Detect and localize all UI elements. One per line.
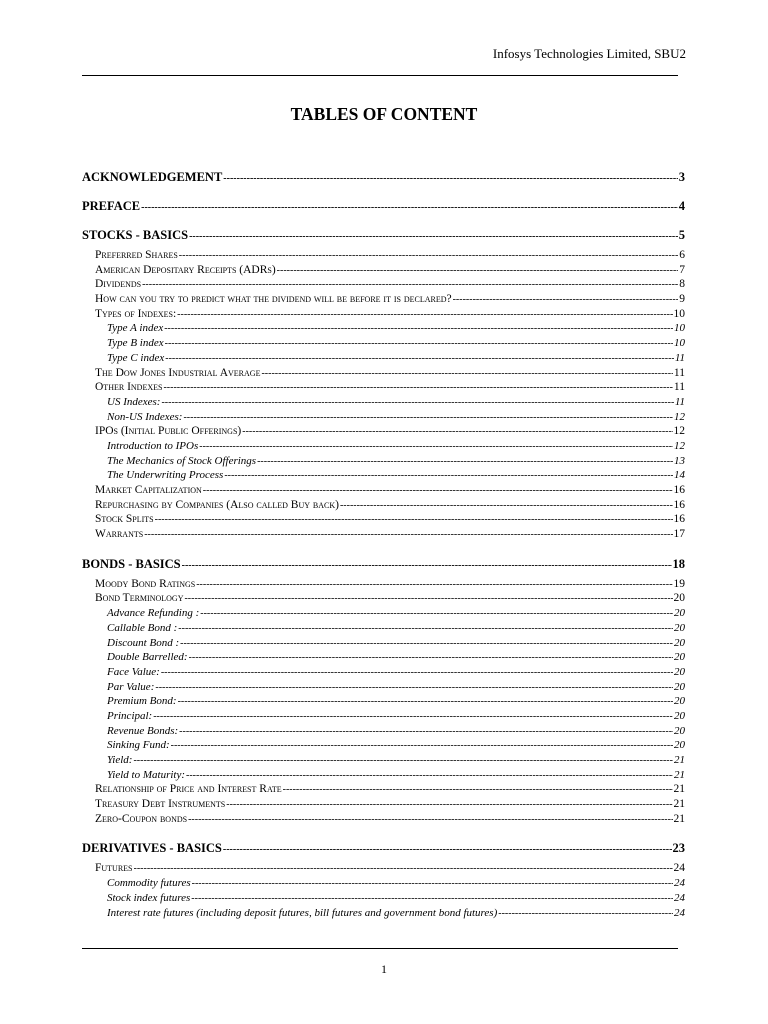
dot-leader: [224, 470, 673, 481]
toc-subentry[interactable]: [82, 651, 685, 666]
toc-entry[interactable]: [82, 578, 685, 593]
dot-leader: [498, 908, 673, 919]
toc-entry-page: 24: [673, 862, 685, 875]
toc-subentry[interactable]: [82, 411, 685, 426]
toc-entry-page: 3: [678, 170, 685, 184]
toc-entry[interactable]: [82, 513, 685, 528]
page-title: TABLES OF CONTENT: [290, 104, 478, 124]
toc-entry-label: Stock Splits: [95, 513, 154, 526]
dot-leader: [155, 514, 673, 525]
toc-entry-page: 16: [673, 513, 685, 526]
dot-leader: [199, 441, 673, 452]
toc-section-entry[interactable]: [82, 199, 685, 214]
toc-entry[interactable]: [82, 308, 685, 323]
toc-entry-page: 21: [673, 812, 685, 825]
dot-leader: [165, 338, 673, 349]
toc-entry-page: 16: [673, 498, 685, 511]
toc-entry-label: Other Indexes: [95, 381, 163, 394]
dot-leader: [161, 397, 673, 408]
dot-leader: [191, 893, 673, 904]
dot-leader: [177, 309, 672, 320]
toc-entry-page: 17: [673, 528, 685, 541]
dot-leader: [277, 265, 679, 276]
toc-subentry[interactable]: [82, 440, 685, 455]
toc-entry-label: Sinking Fund:: [107, 739, 170, 752]
toc-entry-label: Double Barrelled:: [107, 651, 188, 664]
toc-entry-page: 21: [674, 754, 685, 766]
toc-subentry[interactable]: [82, 681, 685, 696]
toc-entry[interactable]: [82, 264, 685, 279]
dot-leader: [180, 638, 673, 649]
toc-entry-page: 11: [674, 351, 685, 364]
toc-entry-page: 20: [674, 695, 685, 708]
toc-entry-label: Commodity futures: [107, 877, 191, 890]
toc-entry[interactable]: [82, 528, 685, 543]
dot-leader: [171, 740, 673, 751]
toc-entry-label: US Indexes:: [107, 395, 161, 408]
toc-entry-label: Dividends: [95, 278, 142, 291]
toc-entry-page: 18: [672, 556, 685, 571]
toc-subentry[interactable]: [82, 352, 685, 367]
dot-leader: [242, 426, 672, 437]
dot-leader: [192, 878, 673, 889]
toc-entry-label: BONDS - BASICS: [82, 556, 181, 571]
toc-subentry[interactable]: [82, 637, 685, 652]
toc-entry[interactable]: [82, 499, 685, 514]
dot-leader: [257, 456, 673, 467]
dot-leader: [189, 652, 673, 663]
dot-leader: [196, 579, 672, 590]
toc-entry-page: 6: [679, 249, 685, 261]
toc-entry-label: Type B index: [107, 337, 164, 350]
toc-entry-page: 20: [674, 665, 685, 678]
toc-entry-label: Types of Indexes:: [95, 307, 177, 320]
toc-entry-label: Interest rate futures (including deposit futures, bill futures and government bond futures): [107, 906, 498, 919]
toc-subentry[interactable]: [82, 337, 685, 352]
dot-leader: [188, 814, 672, 825]
toc-entry-page: 19: [673, 577, 685, 590]
toc-section-entry[interactable]: [82, 841, 685, 856]
dot-leader: [203, 485, 673, 496]
toc-subentry[interactable]: [82, 666, 685, 681]
toc-entry-page: 11: [673, 366, 685, 379]
toc-entry-label: Discount Bond :: [107, 636, 180, 649]
toc-entry-page: 21: [673, 798, 685, 811]
toc-entry-label: STOCKS - BASICS: [82, 228, 189, 242]
toc-entry[interactable]: [82, 278, 685, 293]
toc-section-entry[interactable]: [82, 228, 685, 243]
toc-entry-label: DERIVATIVES - BASICS: [82, 841, 222, 856]
toc-entry-page: 20: [674, 651, 685, 664]
dot-leader: [161, 667, 673, 678]
toc-entry-label: Non-US Indexes:: [107, 410, 183, 423]
toc-section-entry[interactable]: [82, 170, 685, 185]
toc-entry-page: 10: [674, 322, 685, 335]
toc-subentry[interactable]: [82, 877, 685, 892]
toc-entry-label: Repurchasing by Companies (Also called Buy back): [95, 498, 339, 511]
toc-entry-label: Yield to Maturity:: [107, 768, 186, 781]
toc-entry-page: 21: [673, 783, 685, 796]
toc-entry-label: Preferred Shares: [95, 249, 178, 261]
toc-entry-page: 24: [674, 877, 685, 890]
toc-entry-page: 7: [679, 263, 685, 276]
dot-leader: [178, 696, 673, 707]
toc-entry-page: 13: [674, 454, 685, 467]
toc-entry-page: 20: [674, 739, 685, 752]
toc-subentry[interactable]: [82, 754, 685, 769]
toc-entry-page: 8: [679, 278, 685, 291]
toc-entry-label: Zero-Coupon bonds: [95, 812, 188, 825]
toc-section-entry[interactable]: [82, 557, 685, 572]
dot-leader: [223, 844, 672, 855]
dot-leader: [155, 682, 673, 693]
toc-entry-page: 10: [673, 307, 685, 320]
dot-leader: [164, 323, 673, 334]
toc-entry-page: 20: [674, 680, 685, 693]
toc-subentry[interactable]: [82, 469, 685, 484]
toc-entry-page: 24: [674, 906, 685, 919]
dot-leader: [141, 202, 678, 213]
toc-subentry[interactable]: [82, 695, 685, 710]
toc-entry-label: Type C index: [107, 351, 165, 364]
toc-entry-page: 16: [673, 484, 685, 496]
dot-leader: [179, 726, 673, 737]
dot-leader: [144, 529, 672, 540]
footer-rule: [82, 948, 678, 949]
dot-leader: [153, 711, 673, 722]
toc-entry-label: Premium Bond:: [107, 695, 177, 708]
toc-entry-label: Warrants: [95, 528, 144, 541]
toc-entry-label: The Underwriting Process: [107, 469, 224, 482]
toc-entry-page: 14: [674, 469, 685, 482]
toc-entry-page: 20: [674, 607, 685, 620]
toc-entry-label: The Mechanics of Stock Offerings: [107, 454, 257, 467]
toc-entry-label: Relationship of Price and Interest Rate: [95, 783, 282, 796]
toc-entry-page: 20: [674, 709, 685, 722]
dot-leader: [453, 294, 679, 305]
toc-entry-label: PREFACE: [82, 199, 141, 213]
toc-subentry[interactable]: [82, 622, 685, 637]
toc-entry-label: Face Value:: [107, 665, 160, 678]
toc-entry-label: Bond Terminology: [95, 592, 184, 605]
toc-entry-label: Revenue Bonds:: [107, 724, 179, 737]
toc-entry-label: Advance Refunding :: [107, 607, 200, 620]
toc-subentry[interactable]: [82, 907, 685, 922]
dot-leader: [223, 173, 677, 184]
dot-leader: [183, 412, 673, 423]
dot-leader: [182, 560, 672, 571]
toc-entry-page: 20: [674, 621, 685, 634]
toc-entry[interactable]: [82, 293, 685, 308]
toc-entry-label: ACKNOWLEDGEMENT: [82, 170, 223, 184]
toc-subentry[interactable]: [82, 769, 685, 784]
toc-entry[interactable]: [82, 249, 685, 264]
toc-entry-page: 11: [673, 381, 685, 394]
toc-entry[interactable]: [82, 367, 685, 382]
toc-entry-label: Market Capitalization: [95, 484, 202, 496]
toc-entry[interactable]: [82, 425, 685, 440]
running-header: Infosys Technologies Limited, SBU2: [492, 46, 686, 61]
toc-entry-page: 12: [674, 410, 685, 423]
toc-entry-page: 11: [674, 395, 685, 408]
dot-leader: [178, 623, 673, 634]
header-rule: [82, 75, 678, 76]
toc-entry-page: 10: [674, 337, 685, 350]
dot-leader: [261, 368, 672, 379]
toc-entry-label: Par Value:: [107, 680, 155, 693]
toc-subentry[interactable]: [82, 892, 685, 907]
dot-leader: [189, 231, 678, 242]
dot-leader: [142, 279, 678, 290]
dot-leader: [226, 799, 672, 810]
dot-leader: [186, 770, 673, 781]
dot-leader: [134, 863, 673, 874]
toc-subentry[interactable]: [82, 739, 685, 754]
toc-entry-page: 9: [679, 293, 685, 306]
toc-subentry[interactable]: [82, 396, 685, 411]
toc-entry-page: 23: [672, 841, 685, 856]
page-number: 1: [381, 962, 387, 976]
toc-subentry[interactable]: [82, 607, 685, 622]
toc-entry-label: IPOs (Initial Public Offerings): [95, 425, 242, 438]
toc-subentry[interactable]: [82, 322, 685, 337]
toc-entry-label: Yield:: [107, 754, 133, 766]
toc-entry-label: The Dow Jones Industrial Average: [95, 366, 261, 379]
toc-entry-page: 4: [678, 199, 685, 213]
toc-entry-page: 20: [673, 592, 685, 605]
toc-subentry[interactable]: [82, 455, 685, 470]
toc-subentry[interactable]: [82, 725, 685, 740]
toc-entry-label: Principal:: [107, 709, 153, 722]
dot-leader: [283, 784, 673, 795]
toc-entry[interactable]: [82, 813, 685, 828]
toc-subentry[interactable]: [82, 710, 685, 725]
toc-entry-page: 24: [674, 891, 685, 904]
toc-entry-page: 12: [674, 439, 685, 452]
toc-entry-page: 20: [674, 636, 685, 649]
toc-entry-page: 12: [673, 425, 685, 438]
toc-entry[interactable]: [82, 484, 685, 499]
toc-entry-label: Futures: [95, 862, 133, 875]
dot-leader: [133, 755, 673, 766]
toc-entry-label: How can you try to predict what the dividend will be before it is declared?: [95, 293, 452, 306]
dot-leader: [165, 353, 674, 364]
toc-entry-page: 21: [674, 768, 685, 781]
toc-entry[interactable]: [82, 862, 685, 877]
toc-entry[interactable]: [82, 798, 685, 813]
toc-entry-label: Moody Bond Ratings: [95, 577, 196, 590]
toc-entry-label: Treasury Debt Instruments: [95, 798, 226, 811]
dot-leader: [340, 500, 673, 511]
toc-entry-label: American Depositary Receipts (ADRs): [95, 263, 276, 276]
toc-entry[interactable]: [82, 592, 685, 607]
toc-entry-label: Callable Bond :: [107, 621, 178, 634]
toc-entry[interactable]: [82, 381, 685, 396]
toc-entry-label: Introduction to IPOs: [107, 439, 199, 452]
toc-entry-label: Stock index futures: [107, 891, 191, 904]
toc-entry[interactable]: [82, 783, 685, 798]
toc-entry-page: 5: [678, 228, 685, 242]
toc-entry-page: 20: [674, 724, 685, 737]
dot-leader: [163, 382, 672, 393]
table-of-contents: [82, 170, 685, 921]
dot-leader: [184, 593, 672, 604]
dot-leader: [179, 250, 678, 261]
toc-entry-label: Type A index: [107, 322, 164, 335]
dot-leader: [200, 608, 673, 619]
